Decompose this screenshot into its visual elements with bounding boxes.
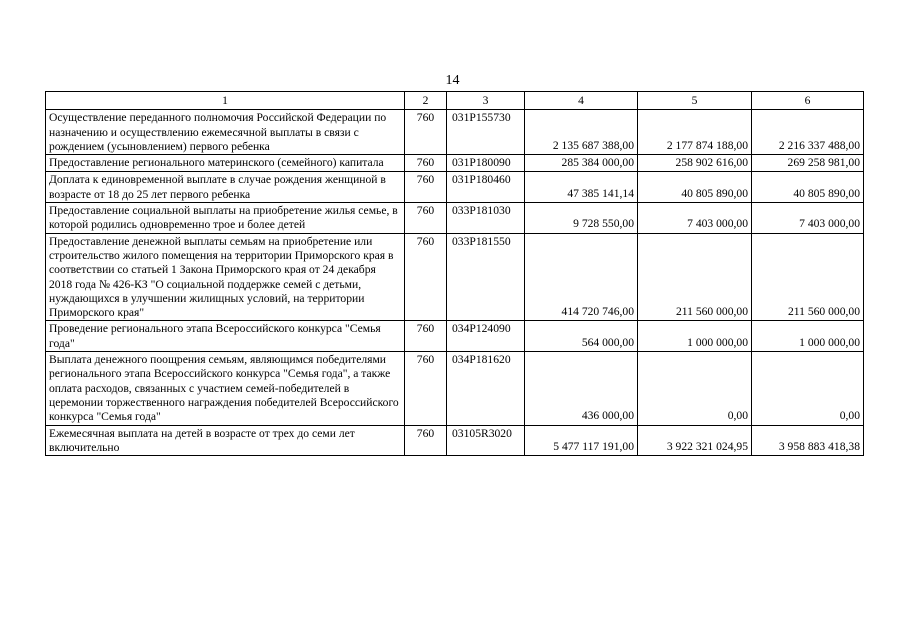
- row-value-1: 2 135 687 388,00: [525, 110, 638, 155]
- row-code: 031P155730: [447, 110, 525, 155]
- table-row: [46, 321, 864, 352]
- table-row: [46, 425, 864, 456]
- row-value-3: 269 258 981,00: [752, 155, 864, 172]
- row-value-3: 2 216 337 488,00: [752, 110, 864, 155]
- row-value-1: 436 000,00: [525, 352, 638, 425]
- row-value-3: 7 403 000,00: [752, 203, 864, 234]
- row-name: Проведение регионального этапа Всероссийского конкурса "Семья года": [46, 321, 405, 352]
- budget-table: [45, 91, 864, 456]
- row-value-2: 7 403 000,00: [638, 203, 752, 234]
- row-grbs: 760: [405, 110, 447, 155]
- row-name: Ежемесячная выплата на детей в возрасте от трех до семи лет включительно: [46, 425, 405, 456]
- row-grbs: 760: [405, 155, 447, 172]
- row-code: 034P124090: [447, 321, 525, 352]
- row-name: Осуществление переданного полномочия Российской Федерации по назначению и осуществлению ежемесячной выплаты в связи с рождением (усыновлением) первого ребенка: [46, 110, 405, 155]
- row-code: 033P181030: [447, 203, 525, 234]
- row-code: 03105R3020: [447, 425, 525, 456]
- row-value-1: 564 000,00: [525, 321, 638, 352]
- row-value-1: 47 385 141,14: [525, 172, 638, 203]
- row-code: 034P181620: [447, 352, 525, 425]
- column-header: 5: [638, 92, 752, 110]
- row-value-2: 211 560 000,00: [638, 233, 752, 321]
- column-header: 4: [525, 92, 638, 110]
- row-value-3: 211 560 000,00: [752, 233, 864, 321]
- table-row: [46, 155, 864, 172]
- column-header: 3: [447, 92, 525, 110]
- row-value-2: 3 922 321 024,95: [638, 425, 752, 456]
- row-value-3: 1 000 000,00: [752, 321, 864, 352]
- row-value-2: 258 902 616,00: [638, 155, 752, 172]
- row-grbs: 760: [405, 172, 447, 203]
- row-name: Выплата денежного поощрения семьям, являющимся победителями регионального этапа Всероссийского конкурса "Семья года", а также оплата расходов, связанных с участием семей-победителей в церемонии торжественного награждения победителей Всероссийского конкурса "Семья года": [46, 352, 405, 425]
- row-grbs: 760: [405, 203, 447, 234]
- table-row: [46, 233, 864, 321]
- row-value-2: 40 805 890,00: [638, 172, 752, 203]
- row-grbs: 760: [405, 233, 447, 321]
- row-name: Предоставление денежной выплаты семьям на приобретение или строительство жилого помещения на территории Приморского края в соответствии со статьей 1 Закона Приморского края от 24 декабря 2018 года № 426-КЗ "О социальной поддержке семей с детьми, нуждающихся в улучшении жилищных условий, на территории Приморского края": [46, 233, 405, 321]
- table-row: [46, 172, 864, 203]
- row-value-1: 5 477 117 191,00: [525, 425, 638, 456]
- column-header: 1: [46, 92, 405, 110]
- row-value-1: 9 728 550,00: [525, 203, 638, 234]
- row-code: 033P181550: [447, 233, 525, 321]
- row-name: Предоставление социальной выплаты на приобретение жилья семье, в которой родились одновременно трое и более детей: [46, 203, 405, 234]
- page-number: 14: [445, 73, 460, 88]
- row-code: 031P180090: [447, 155, 525, 172]
- row-value-2: 0,00: [638, 352, 752, 425]
- row-value-2: 2 177 874 188,00: [638, 110, 752, 155]
- column-header: 6: [752, 92, 864, 110]
- row-value-3: 3 958 883 418,38: [752, 425, 864, 456]
- column-header: 2: [405, 92, 447, 110]
- row-grbs: 760: [405, 321, 447, 352]
- table-row: [46, 352, 864, 425]
- row-grbs: 760: [405, 425, 447, 456]
- row-value-3: 0,00: [752, 352, 864, 425]
- table-row: [46, 110, 864, 155]
- row-value-3: 40 805 890,00: [752, 172, 864, 203]
- row-value-1: 414 720 746,00: [525, 233, 638, 321]
- row-code: 031P180460: [447, 172, 525, 203]
- row-value-2: 1 000 000,00: [638, 321, 752, 352]
- table-row: [46, 203, 864, 234]
- row-name: Предоставление регионального материнского (семейного) капитала: [46, 155, 405, 172]
- row-name: Доплата к единовременной выплате в случае рождения женщиной в возрасте от 18 до 25 лет первого ребенка: [46, 172, 405, 203]
- row-grbs: 760: [405, 352, 447, 425]
- header-row: [46, 92, 864, 110]
- row-value-1: 285 384 000,00: [525, 155, 638, 172]
